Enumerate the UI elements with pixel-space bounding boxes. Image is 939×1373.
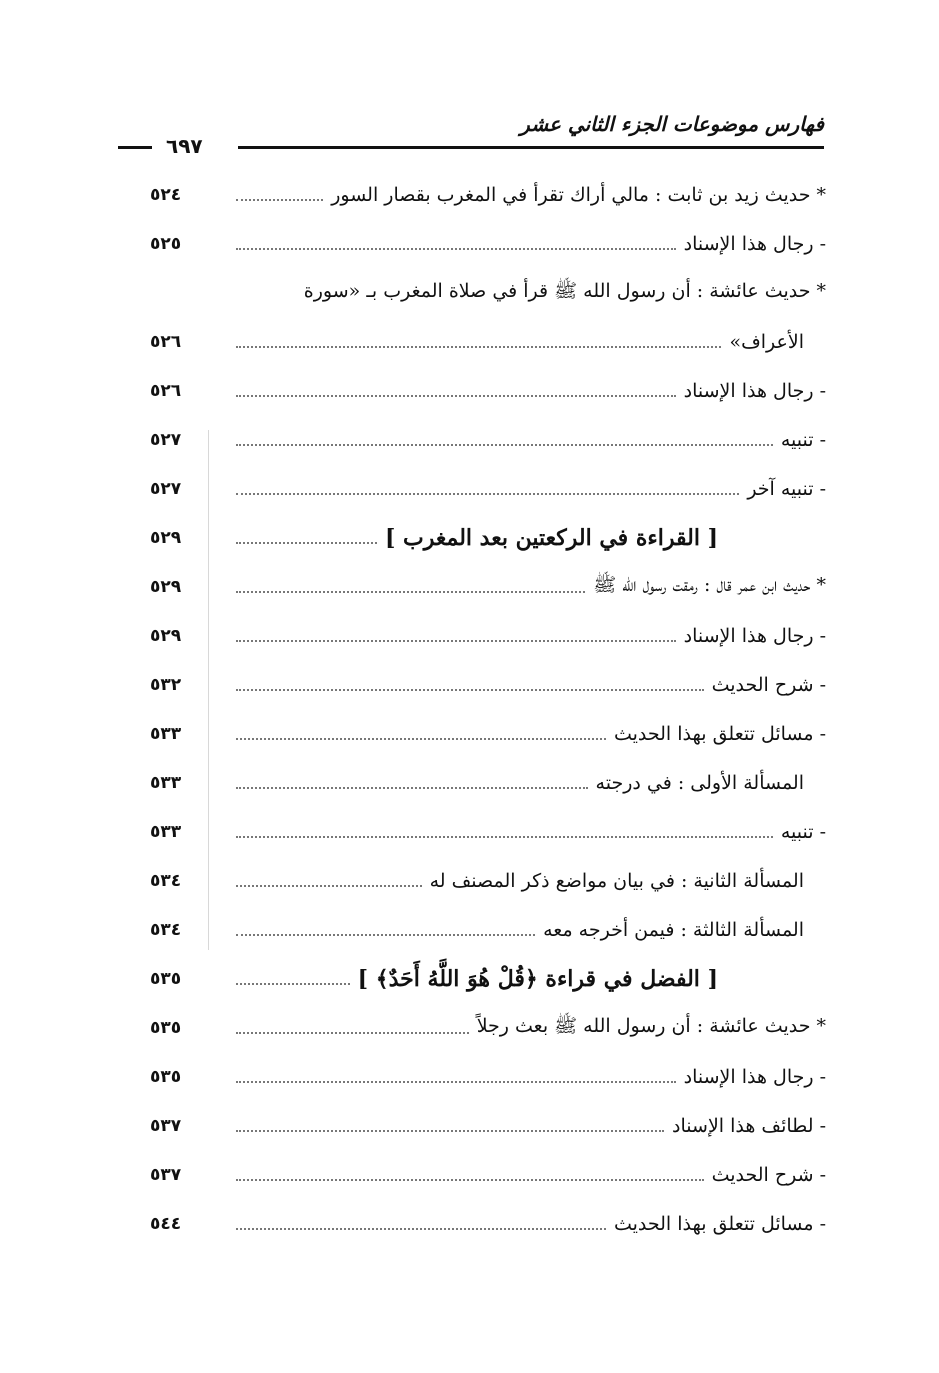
toc-page-number: ٥٣٣ [150,723,182,744]
toc-entry [150,415,826,464]
toc-entry-title: الأعراف» [729,330,804,353]
toc-entry [150,611,826,660]
toc-page-number: ٥٢٩ [150,625,182,646]
header-rule [238,146,824,149]
toc-page-number: ٥٣٣ [150,821,182,842]
toc-page-number: ٥٢٥ [150,233,182,254]
toc-page-number: ٥٢٦ [150,331,182,352]
dot-leader [236,591,585,593]
toc-entry-title: - مسائل تتعلق بهذا الحديث [613,1212,826,1235]
dot-leader [236,1130,664,1132]
toc-page-number: ٥٢٧ [150,478,182,499]
toc-entry [150,366,826,415]
toc-page-number: ٥٤٤ [150,1213,182,1234]
toc-entry [150,562,826,611]
toc-entry [150,219,826,268]
toc-entry-title: - شرح الحديث [711,1163,826,1186]
toc-entry-title: - شرح الحديث [711,673,826,696]
dot-leader [236,493,739,495]
toc-entry-title: - رجال هذا الإسناد [683,1065,826,1088]
toc-entry-title: - رجال هذا الإسناد [683,624,826,647]
toc-entry-title: - تنبيه [780,428,826,451]
toc-entry-title: * حديث عائشة : أن رسول الله ﷺ قرأ في صلاة المغرب بـ «سورة [303,279,826,302]
toc-entry [150,1101,826,1150]
toc-entry [150,856,826,905]
table-of-contents [150,170,826,1248]
toc-entry [150,660,826,709]
dot-leader [236,738,606,740]
toc-entry-title: المسألة الأولى : في درجته [595,771,804,794]
header-page-number: ٦٩٧ [166,134,203,158]
dot-leader [236,1032,469,1034]
dot-leader [236,199,323,201]
toc-page-number: ٥٢٦ [150,380,182,401]
toc-page-number: ٥٣٥ [150,1066,182,1087]
toc-page-number: ٥٢٩ [150,527,182,548]
toc-page-number: ٥٣٧ [150,1164,182,1185]
dot-leader [236,542,377,544]
toc-page-number: ٥٣٥ [150,968,182,989]
toc-entry-title: المسألة الثانية : في بيان مواضع ذكر المصنف له [429,869,804,892]
toc-page-number: ٥٢٩ [150,576,182,597]
toc-page-number: ٥٣٢ [150,674,182,695]
toc-entry [150,513,826,562]
toc-entry [150,1150,826,1199]
toc-page-number: ٥٢٤ [150,184,182,205]
toc-entry-title: - رجال هذا الإسناد [683,232,826,255]
dot-leader [236,983,350,985]
toc-section-heading: [ الفضل في قراءة ﴿قُلْ هُوَ اللَّهُ أَحَدٌ﴾ ] [357,965,718,992]
dot-leader [236,1179,704,1181]
dot-leader [236,1081,676,1083]
toc-entry-title: * حديث عائشة : أن رسول الله ﷺ بعث رجلاً [476,1014,826,1037]
dot-leader [236,689,704,691]
dot-leader [236,395,676,397]
toc-entry-title: - تنبيه آخر [747,477,826,500]
toc-entry-title: - رجال هذا الإسناد [683,379,826,402]
toc-entry [150,758,826,807]
toc-page-number: ٥٣٣ [150,772,182,793]
dot-leader [236,1228,606,1230]
dot-leader [236,444,773,446]
toc-page-number: ٥٢٧ [150,429,182,450]
toc-entry [150,709,826,758]
toc-page-number: ٥٣٤ [150,870,182,891]
toc-entry [150,1003,826,1052]
toc-entry-title: - تنبيه [780,820,826,843]
dot-leader [236,934,535,936]
toc-entry [150,464,826,513]
header-title: فهارس موضوعات الجزء الثاني عشر [520,112,824,136]
running-header [118,108,824,158]
toc-entry-title: - لطائف هذا الإسناد [672,1114,826,1137]
toc-entry-title: * حديث زيد بن ثابت : مالي أراك تقرأ في المغرب بقصار السور [331,183,826,206]
toc-entry [150,1199,826,1248]
toc-page-number: ٥٣٤ [150,919,182,940]
dot-leader [236,248,676,250]
toc-entry [150,170,826,219]
dot-leader [236,640,676,642]
dot-leader [236,787,588,789]
header-dash [118,146,152,149]
toc-entry [150,905,826,954]
toc-entry-title: - مسائل تتعلق بهذا الحديث [613,722,826,745]
toc-entry [150,268,826,317]
toc-page-number: ٥٣٧ [150,1115,182,1136]
dot-leader [236,885,422,887]
toc-entry [150,1052,826,1101]
toc-section-heading: [ القراءة في الركعتين بعد المغرب ] [384,524,718,551]
toc-entry [150,807,826,856]
toc-entry-title: * حديث ابن عمر قال : رمقت رسول الله ﷺ [593,573,826,596]
toc-page-number: ٥٣٥ [150,1017,182,1038]
toc-entry-title: المسألة الثالثة : فيمن أخرجه معه [543,918,804,941]
toc-entry [150,954,826,1003]
toc-entry [150,317,826,366]
dot-leader [236,346,721,348]
dot-leader [236,836,773,838]
